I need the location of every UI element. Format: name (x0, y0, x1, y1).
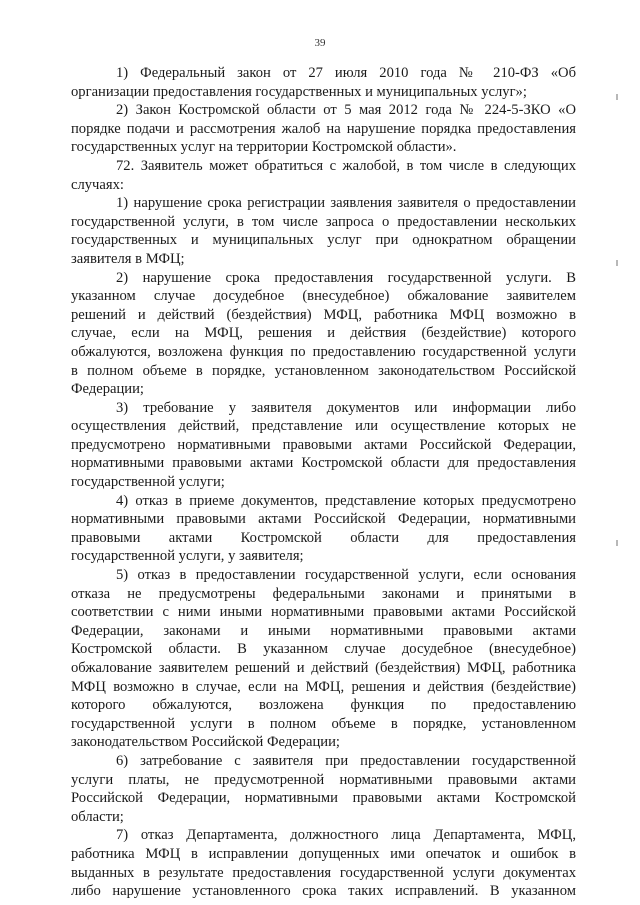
text-line: правовыми актами Костромской области для предоставления (71, 529, 576, 546)
text-line: 7) отказ Департамента, должностного лица Департамента, МФЦ, (116, 827, 576, 844)
text-line: заявителя в МФЦ; (71, 250, 185, 267)
text-line: 2) Закон Костромской области от 5 мая 2012 года № 224-5-ЗКО «О (116, 102, 576, 119)
text-line: 1) Федеральный закон от 27 июля 2010 года № 210-ФЗ «Об (116, 65, 576, 81)
text-line: услуги платы, не предусмотренной нормативными правовыми актами (71, 771, 576, 788)
text-line: 3) требование у заявителя документов или информации либо (116, 399, 576, 416)
text-line: обжалование заявителем решений и действий (бездействия) МФЦ, работника (71, 660, 576, 676)
text-line: 4) отказ в приеме документов, представление которых предусмотрено (116, 492, 576, 509)
text-line: случае, если на МФЦ, решения и действия (бездействие) которого (71, 325, 576, 342)
text-line: 1) нарушение срока регистрации заявления заявителя о предоставлении (116, 195, 576, 212)
text-line: организации предоставления государственных и муниципальных услуг»; (71, 83, 527, 100)
paragraph (71, 269, 576, 399)
document-body (71, 64, 576, 901)
text-line: выданных в результате предоставления государственной услуги документах (71, 864, 576, 881)
text-line: нормативными правовыми актами Российской Федерации, нормативными (71, 511, 576, 528)
text-line: случаях: (71, 176, 124, 193)
text-line: осуществления действий, представление или осуществление которых не (71, 418, 576, 435)
text-line: 6) затребование с заявителя при предоставлении государственной (116, 752, 576, 769)
page-number: 39 (314, 37, 326, 49)
text-line: Российской Федерации, нормативными правовыми актами Костромской (71, 790, 576, 807)
text-line: указанном случае досудебное (внесудебное) обжалование заявителем (71, 288, 576, 305)
text-line: которого обжалуются, возложена функция по предоставлению (71, 697, 576, 714)
text-line: законодательством Российской Федерации; (71, 734, 340, 751)
paragraph (71, 399, 576, 492)
paragraph (71, 157, 576, 194)
text-line: Костромской области. В указанном случае досудебное (внесудебное) (71, 641, 576, 658)
text-line: государственной услуги; (71, 474, 225, 491)
text-line: порядке подачи и рассмотрения жалоб на нарушение порядка предоставления (71, 120, 576, 137)
text-line: обжалуются, возложена функция по предоставлению государственной услуги (71, 343, 576, 360)
text-line: государственной услуги, у заявителя; (71, 548, 304, 565)
text-line: соответствии с ними иными нормативными правовыми актами Российской (71, 604, 576, 621)
text-line: 2) нарушение срока предоставления государственной услуги. В (116, 269, 576, 286)
text-line: Федерации, законами и иными нормативными правовыми актами (71, 622, 576, 639)
paragraph (71, 101, 576, 157)
text-line: 5) отказ в предоставлении государственной услуги, если основания (116, 567, 576, 584)
text-line: государственных и муниципальных услуг при однократном обращении (71, 232, 576, 249)
text-line: государственной услуги, в том числе запроса о предоставлении нескольких (71, 213, 576, 230)
paragraph (71, 64, 576, 101)
text-line: Федерации; (71, 381, 144, 398)
text-line: государственных услуг на территории Костромской области». (71, 139, 457, 156)
text-line: государственной услуги в полном объеме в порядке, установленном (71, 715, 576, 732)
text-line: предусмотрено нормативными правовыми актами Российской Федерации, (71, 436, 576, 453)
text-line: области; (71, 808, 124, 825)
text-line: отказа не предусмотрены федеральными законами и принятыми в (71, 585, 576, 602)
scan-artifact (616, 540, 618, 546)
paragraph (71, 752, 576, 826)
text-line: 72. Заявитель может обратиться с жалобой, в том числе в следующих (116, 157, 576, 174)
scan-artifact (616, 94, 618, 100)
text-line: в полном объеме в порядке, установленном законодательством Российской (71, 362, 576, 379)
paragraph (71, 826, 576, 900)
paragraph (71, 492, 576, 566)
paragraph (71, 566, 576, 752)
paragraph (71, 194, 576, 268)
text-line: работника МФЦ в исправлении допущенных ими опечаток и ошибок в (71, 845, 576, 862)
text-line: либо нарушение установленного срока таких исправлений. В указанном (71, 883, 576, 900)
text-line: нормативными правовыми актами Костромской области для предоставления (71, 455, 576, 472)
text-line: МФЦ возможно в случае, если на МФЦ, решения и действия (бездействие) (71, 678, 576, 695)
scan-artifact (616, 260, 618, 266)
text-line: решений и действий (бездействия) МФЦ, работника МФЦ возможно в (71, 306, 576, 323)
